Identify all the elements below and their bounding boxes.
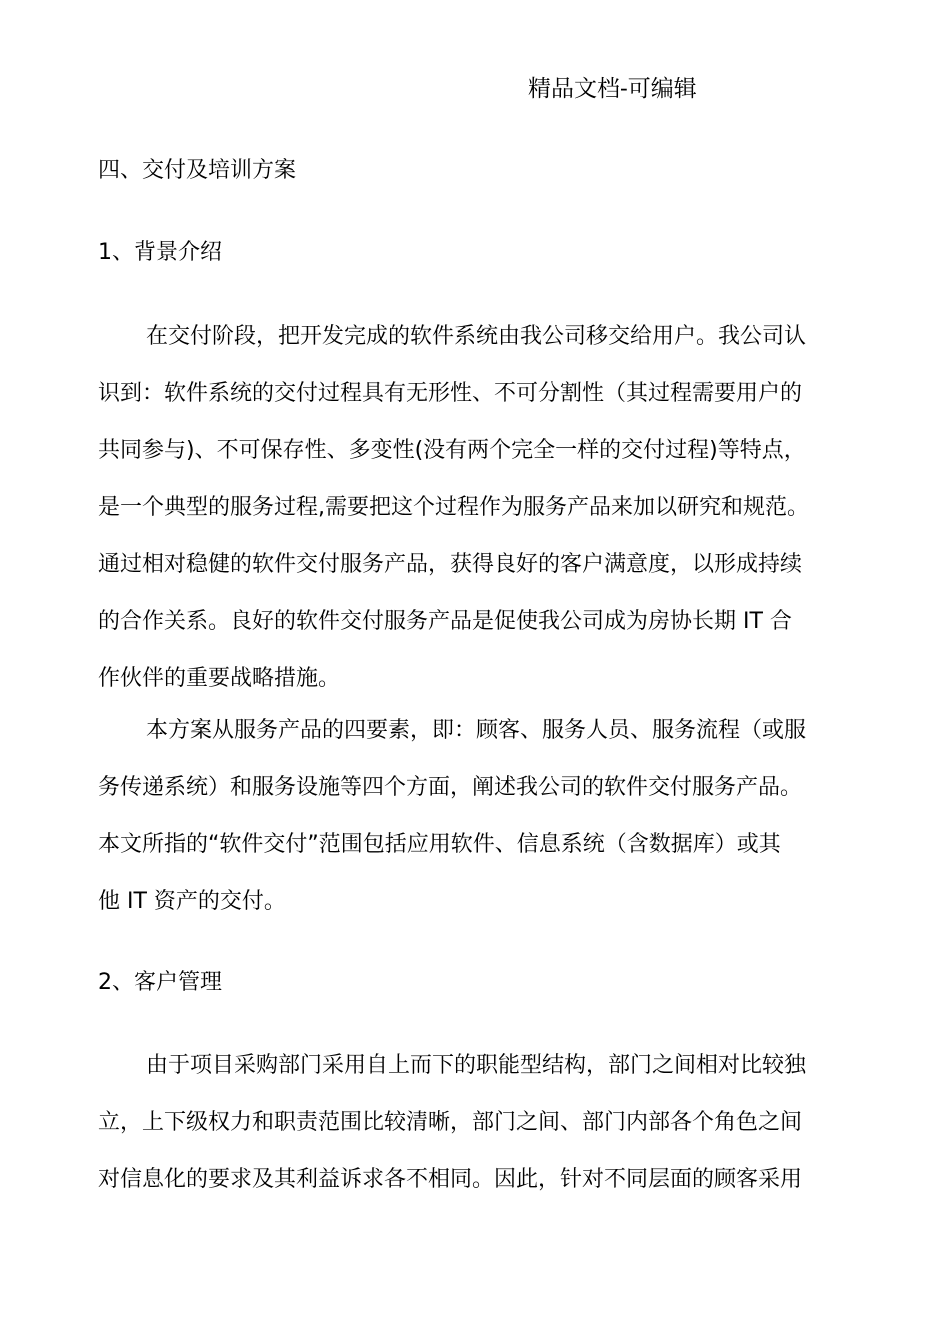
- section-1-paragraph-1: [98, 308, 858, 707]
- section-1-title: 1、背景介绍: [98, 240, 222, 265]
- section-1-paragraph-2: [98, 702, 858, 930]
- text-line: 作伙伴的重要战略措施。: [98, 666, 341, 691]
- text-line: 本方案从服务产品的四要素，即：顾客、服务人员、服务流程（或服: [146, 718, 807, 743]
- text-line: 的合作关系。良好的软件交付服务产品是促使我公司成为房协长期 IT 合: [98, 609, 792, 634]
- section-2-title: 2、客户管理: [98, 970, 222, 995]
- text-line: 务传递系统）和服务设施等四个方面，阐述我公司的软件交付服务产品。: [98, 775, 803, 800]
- text-line: 本文所指的“软件交付”范围包括应用软件、信息系统（含数据库）或其: [98, 832, 781, 857]
- text-line: 通过相对稳健的软件交付服务产品，获得良好的客户满意度，以形成持续: [98, 552, 803, 577]
- text-line: 在交付阶段，把开发完成的软件系统由我公司移交给用户。我公司认: [146, 324, 807, 349]
- text-line: 识到：软件系统的交付过程具有无形性、不可分割性（其过程需要用户的: [98, 381, 803, 406]
- text-line: 由于项目采购部门采用自上而下的职能型结构，部门之间相对比较独: [146, 1053, 807, 1078]
- text-line: 立，上下级权力和职责范围比较清晰，部门之间、部门内部各个角色之间: [98, 1110, 803, 1135]
- chapter-title: 四、交付及培训方案: [98, 158, 297, 183]
- text-line: 是一个典型的服务过程,需要把这个过程作为服务产品来加以研究和规范。: [98, 495, 809, 520]
- header-watermark-text: 精品文档-可编辑: [528, 76, 697, 102]
- text-line: 他 IT 资产的交付。: [98, 889, 286, 914]
- section-2-paragraph-1: [98, 1037, 858, 1208]
- text-line: 对信息化的要求及其利益诉求各不相同。因此，针对不同层面的顾客采用: [98, 1167, 803, 1192]
- text-line: 共同参与)、不可保存性、多变性(没有两个完全一样的交付过程)等特点，: [98, 438, 806, 463]
